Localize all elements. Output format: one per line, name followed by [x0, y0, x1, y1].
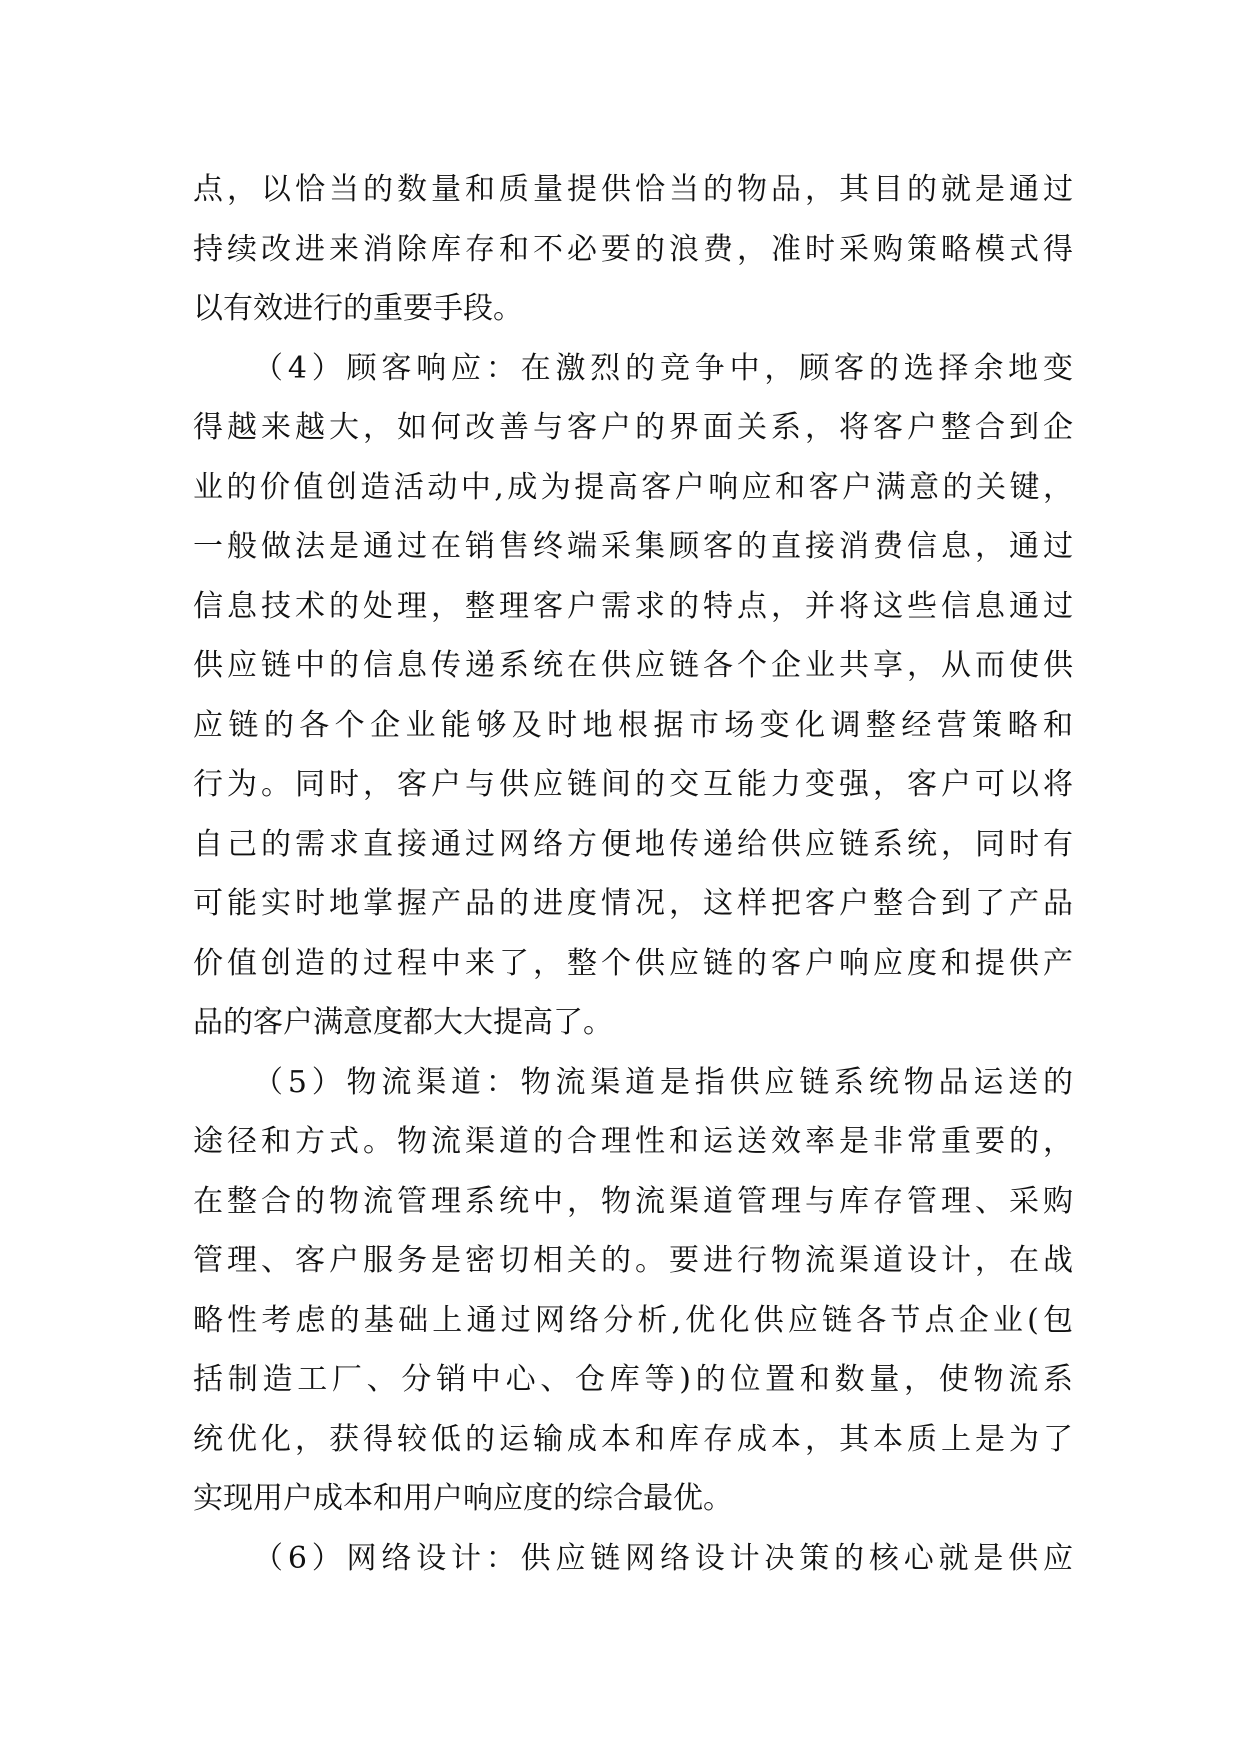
- text-line: 点，以恰当的数量和质量提供恰当的物品，其目的就是通过: [193, 172, 1073, 207]
- text-line: 管理、客户服务是密切相关的。要进行物流渠道设计，在战: [193, 1243, 1073, 1278]
- text-line: 一般做法是通过在销售终端采集顾客的直接消费信息，通过: [193, 529, 1073, 564]
- text-line: 可能实时地掌握产品的进度情况，这样把客户整合到了产品: [193, 886, 1073, 921]
- text-line: 行为。同时，客户与供应链间的交互能力变强，客户可以将: [193, 767, 1073, 802]
- text-line: 实现用户成本和用户响应度的综合最优。: [193, 1481, 733, 1516]
- text-line: 略性考虑的基础上通过网络分析,优化供应链各节点企业(包: [193, 1302, 1073, 1338]
- text-line: 得越来越大，如何改善与客户的界面关系，将客户整合到企: [193, 410, 1073, 445]
- text-line: 以有效进行的重要手段。: [193, 291, 523, 326]
- text-line: 价值创造的过程中来了，整个供应链的客户响应度和提供产: [193, 945, 1073, 981]
- body-text: [193, 160, 1073, 1588]
- text-line: 括制造工厂、分销中心、仓库等)的位置和数量，使物流系: [193, 1362, 1073, 1397]
- text-line: 持续改进来消除库存和不必要的浪费，准时采购策略模式得: [193, 231, 1073, 267]
- text-line: 信息技术的处理，整理客户需求的特点，并将这些信息通过: [193, 588, 1073, 624]
- text-line: 业的价值创造活动中,成为提高客户响应和客户满意的关键，: [193, 469, 1073, 505]
- text-line: 统优化，获得较低的运输成本和库存成本，其本质上是为了: [193, 1421, 1073, 1457]
- text-line: 应链的各个企业能够及时地根据市场变化调整经营策略和: [193, 707, 1073, 743]
- text-line: 供应链中的信息传递系统在供应链各个企业共享，从而使供: [193, 648, 1073, 683]
- text-line: （5）物流渠道：物流渠道是指供应链系统物品运送的: [253, 1064, 1073, 1100]
- text-line: 品的客户满意度都大大提高了。: [193, 1005, 613, 1040]
- text-line: （6）网络设计：供应链网络设计决策的核心就是供应: [253, 1540, 1073, 1576]
- text-line: 在整合的物流管理系统中，物流渠道管理与库存管理、采购: [193, 1183, 1073, 1219]
- text-line: （4）顾客响应：在激烈的竞争中，顾客的选择余地变: [253, 350, 1073, 386]
- text-line: 自己的需求直接通过网络方便地传递给供应链系统，同时有: [193, 826, 1073, 862]
- text-line: 途径和方式。物流渠道的合理性和运送效率是非常重要的，: [193, 1124, 1073, 1159]
